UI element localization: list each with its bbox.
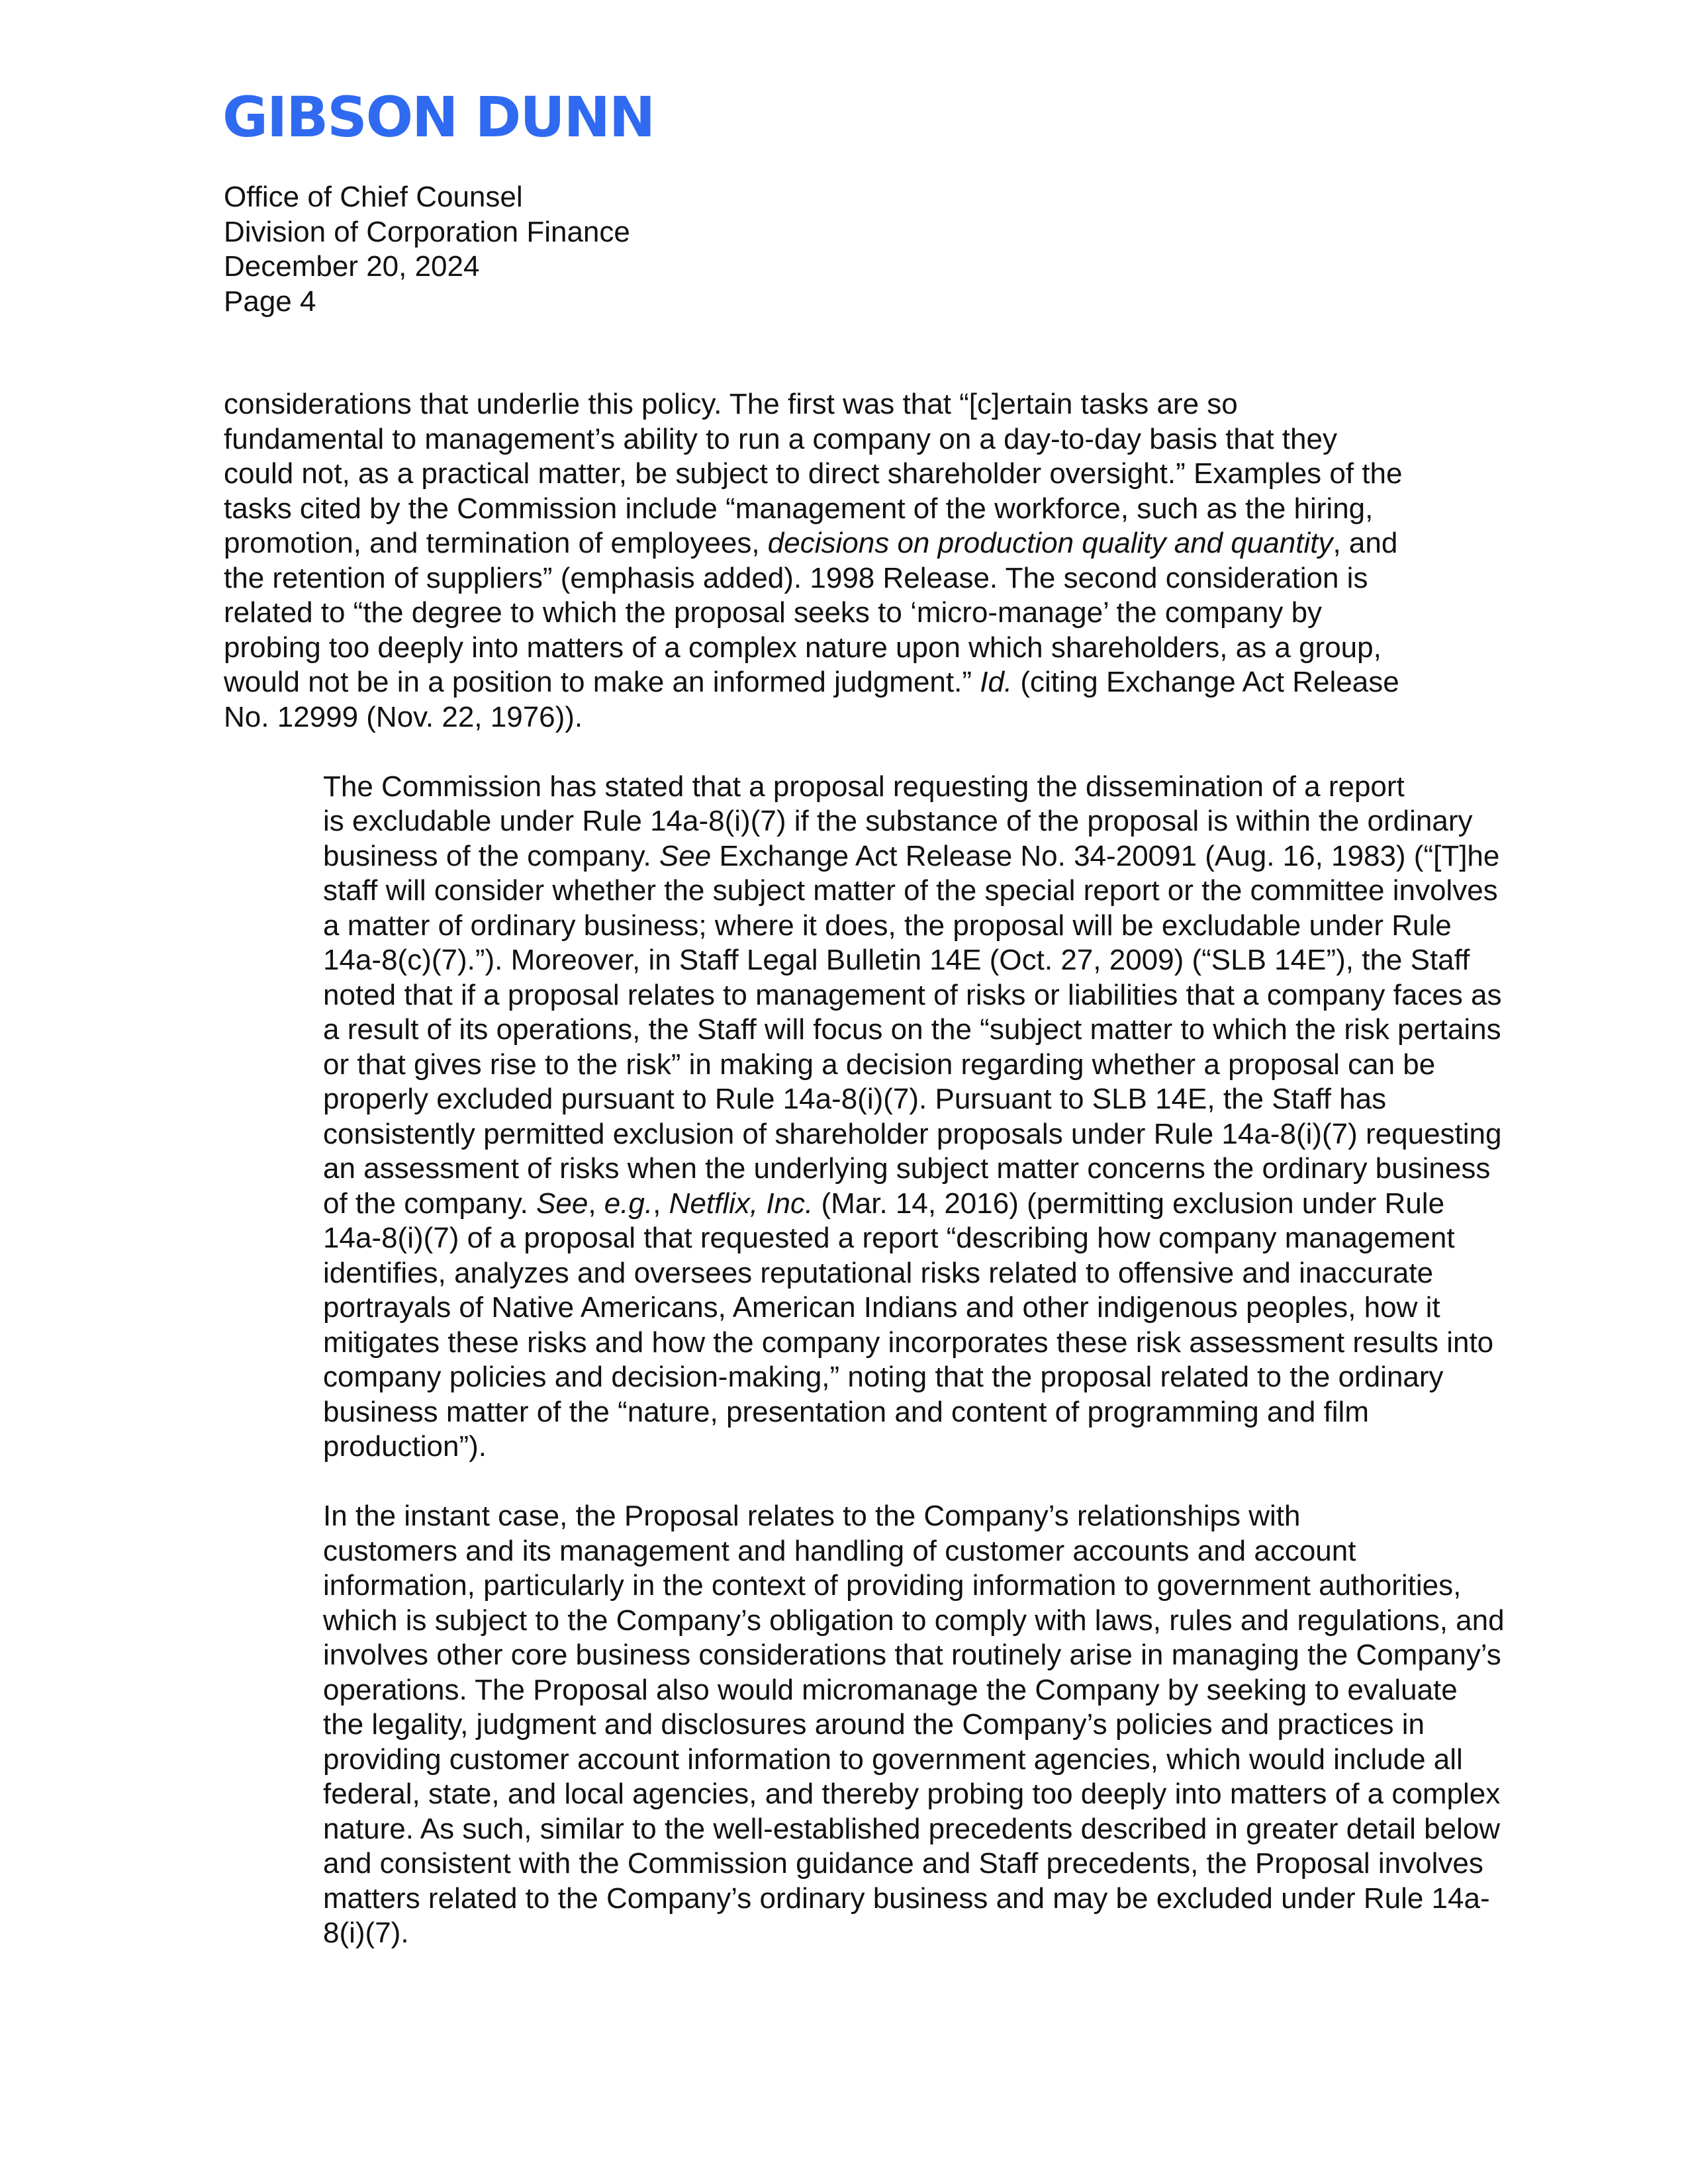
text-line: could not, as a practical matter, be subject to direct shareholder oversight.” Examples of the [224, 457, 1403, 490]
text-segment: promotion, and termination of employees, [224, 527, 768, 559]
text-line: 8(i)(7). [323, 1917, 409, 1949]
text-line: business matter of the “nature, presentation and content of programming and film [323, 1395, 1369, 1428]
italic-text: decisions on production quality and quantity [767, 527, 1333, 559]
text-segment: , [588, 1187, 604, 1220]
text-line: a result of its operations, the Staff will focus on the “subject matter to which the risk pertains [323, 1013, 1501, 1046]
text-line: 14a-8(c)(7).”). Moreover, in Staff Legal Bulletin 14E (Oct. 27, 2009) (“SLB 14E”), the Staff [323, 944, 1470, 976]
text-line: staff will consider whether the subject matter of the special report or the committee involves [323, 874, 1498, 907]
italic-text: See [659, 839, 712, 872]
text-line: properly excluded pursuant to Rule 14a-8(i)(7). Pursuant to SLB 14E, the Staff has [323, 1083, 1387, 1115]
text-line: which is subject to the Company’s obligation to comply with laws, rules and regulations, and [323, 1604, 1505, 1637]
text-line: federal, state, and local agencies, and thereby probing too deeply into matters of a complex [323, 1778, 1501, 1810]
letterhead-block [224, 180, 630, 319]
text-line: an assessment of risks when the underlying subject matter concerns the ordinary business [323, 1152, 1491, 1185]
text-line: In the instant case, the Proposal relates to the Company’s relationships with [323, 1500, 1301, 1532]
page-number: Page 4 [224, 285, 316, 318]
recipient-office: Office of Chief Counsel [224, 181, 523, 213]
text-line: customers and its management and handling of customer accounts and account [323, 1534, 1356, 1567]
text-line: The Commission has stated that a proposal requesting the dissemination of a report [323, 770, 1405, 803]
text-line: portrayals of Native Americans, American Indians and other indigenous peoples, how it [323, 1291, 1440, 1324]
text-line: tasks cited by the Commission include “management of the workforce, such as the hiring, [224, 492, 1374, 525]
italic-text: Id. [980, 666, 1013, 698]
body-paragraph [224, 1499, 1505, 1951]
text-line: is excludable under Rule 14a-8(i)(7) if the substance of the proposal is within the ordinary [323, 805, 1473, 837]
text-segment: business of the company. [323, 839, 659, 872]
text-line: probing too deeply into matters of a complex nature upon which shareholders, as a group, [224, 631, 1382, 664]
text-line [224, 1187, 1468, 1222]
text-line: No. 12999 (Nov. 22, 1976)). [224, 700, 583, 733]
text-line: 14a-8(i)(7) of a proposal that requested a report “describing how company management [323, 1222, 1455, 1254]
firm-logo: GIBSON DUNN [222, 85, 655, 150]
text-line: operations. The Proposal also would micromanage the Company by seeking to evaluate [323, 1673, 1458, 1706]
text-segment: would not be in a position to make an informed judgment.” [224, 666, 980, 698]
recipient-division: Division of Corporation Finance [224, 215, 630, 248]
text-segment: , [653, 1187, 669, 1220]
text-line: fundamental to management’s ability to run a company on a day-to-day basis that they [224, 422, 1337, 455]
text-line [224, 526, 1468, 561]
text-line [224, 665, 1468, 700]
text-segment: , and [1333, 527, 1398, 559]
text-line: information, particularly in the context of providing information to government authorities, [323, 1569, 1462, 1602]
text-line: or that gives rise to the risk” in making a decision regarding whether a proposal can be [323, 1048, 1436, 1081]
text-line: the legality, judgment and disclosures around the Company’s policies and practices in [323, 1708, 1425, 1741]
italic-text: e.g. [604, 1187, 653, 1220]
text-line: a matter of ordinary business; where it does, the proposal will be excludable under Rule [323, 909, 1452, 942]
text-line: related to “the degree to which the proposal seeks to ‘micro-manage’ the company by [224, 596, 1323, 629]
text-line: identifies, analyzes and oversees reputational risks related to offensive and inaccurate [323, 1256, 1434, 1289]
text-line: the retention of suppliers” (emphasis added). 1998 Release. The second consideration is [224, 561, 1368, 594]
body-paragraph [224, 387, 1468, 735]
italic-text: See [536, 1187, 588, 1220]
text-line: matters related to the Company’s ordinary business and may be excluded under Rule 14a- [323, 1882, 1490, 1915]
letter-date: December 20, 2024 [224, 250, 480, 283]
text-line: company policies and decision-making,” noting that the proposal related to the ordinary [323, 1361, 1444, 1393]
text-line [224, 839, 1500, 874]
text-segment: of the company. [323, 1187, 537, 1220]
italic-text: Netflix, Inc. [669, 1187, 814, 1220]
text-line: providing customer account information to government agencies, which would include all [323, 1743, 1463, 1776]
text-line: consistently permitted exclusion of shareholder proposals under Rule 14a-8(i)(7) requesting [323, 1117, 1502, 1150]
text-line: and consistent with the Commission guidance and Staff precedents, the Proposal involves [323, 1847, 1483, 1880]
letter-body [224, 387, 1505, 1985]
text-segment: (Mar. 14, 2016) (permitting exclusion under Rule [813, 1187, 1445, 1220]
text-segment: (citing Exchange Act Release [1012, 666, 1399, 698]
text-line: considerations that underlie this policy. The first was that “[c]ertain tasks are so [224, 388, 1238, 420]
text-segment: Exchange Act Release No. 34-20091 (Aug. 16, 1983) (“[T]he [711, 839, 1500, 872]
body-paragraph [224, 770, 1502, 1465]
text-line: production”). [323, 1430, 487, 1463]
text-line: noted that if a proposal relates to management of risks or liabilities that a company faces as [323, 978, 1502, 1011]
text-line: mitigates these risks and how the company incorporates these risk assessment results into [323, 1326, 1494, 1359]
text-line: nature. As such, similar to the well-established precedents described in greater detail below [323, 1812, 1501, 1845]
text-line: involves other core business considerations that routinely arise in managing the Company’s [323, 1639, 1501, 1671]
